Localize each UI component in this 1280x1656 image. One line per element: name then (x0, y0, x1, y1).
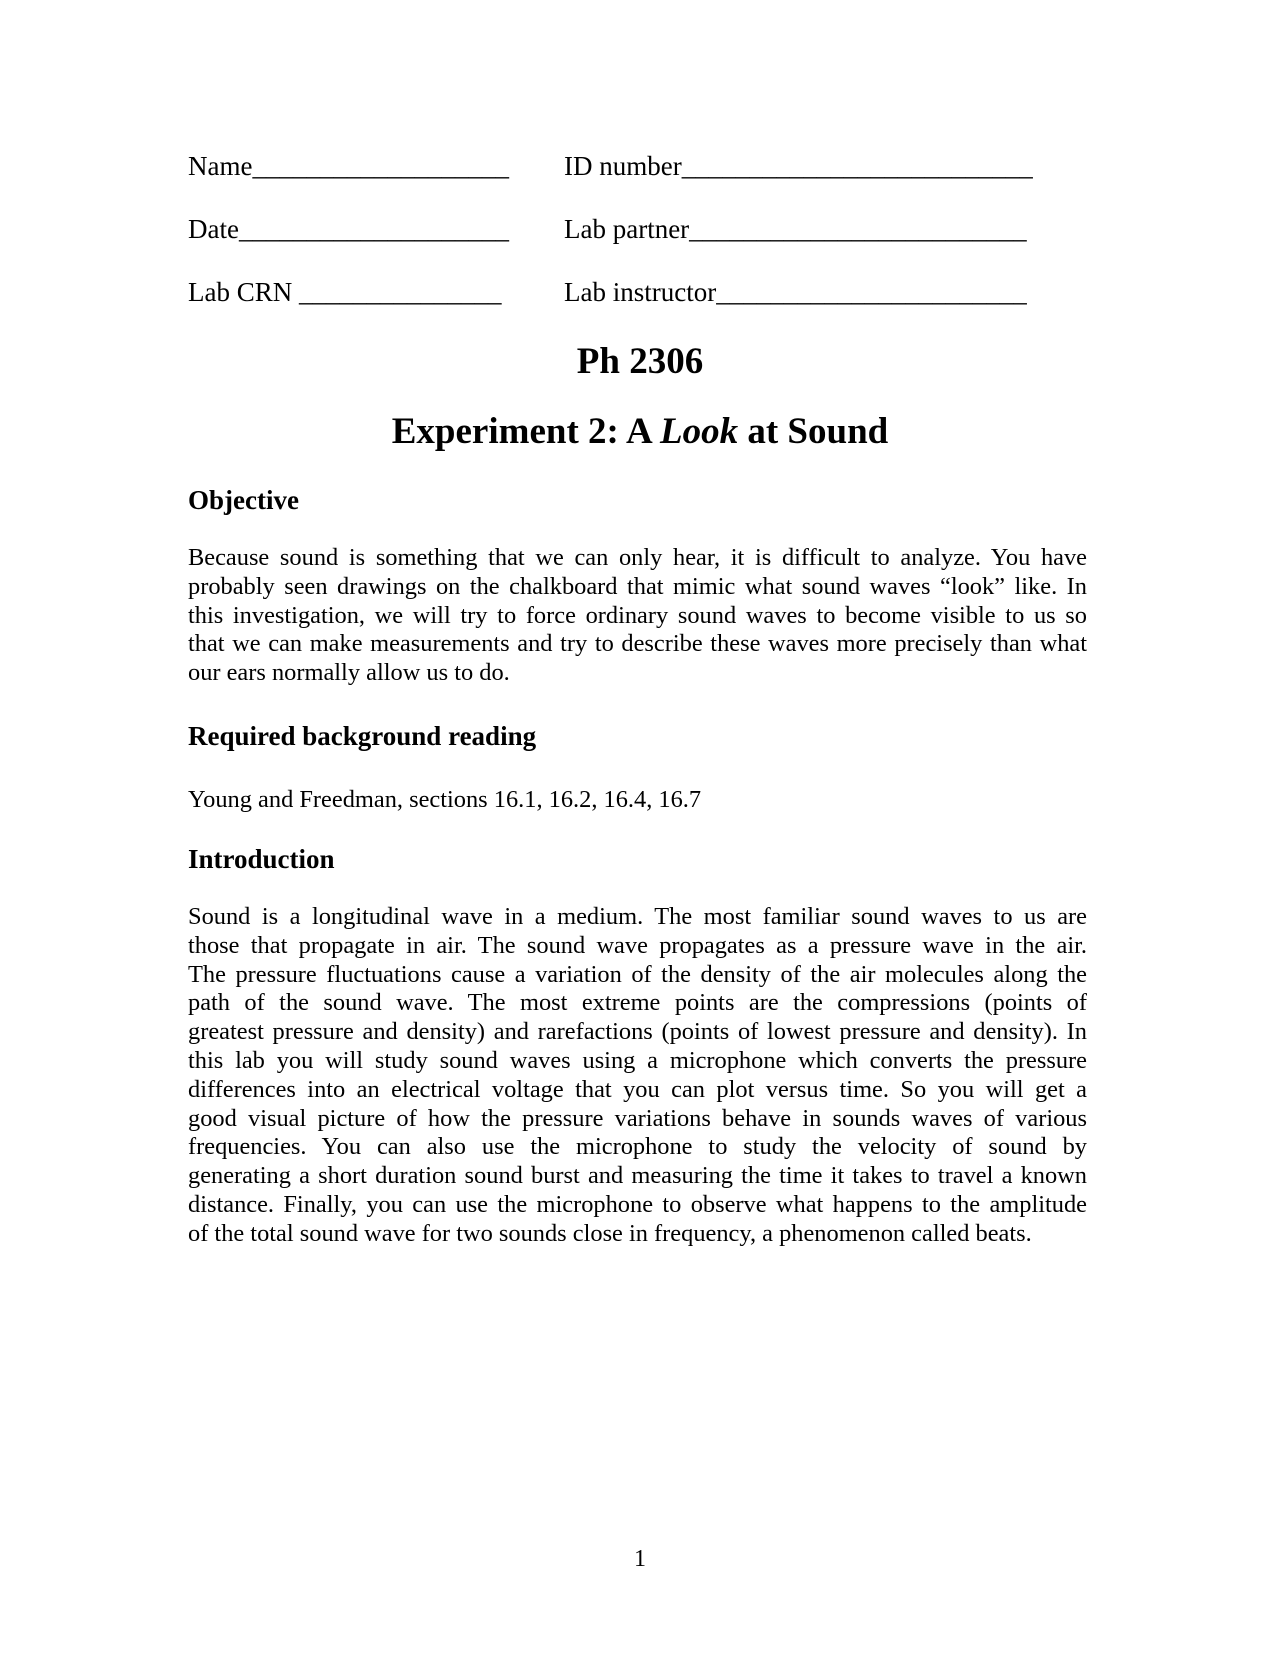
paragraph-line: Sound is a longitudinal wave in a medium. The most familiar sound waves to us are (188, 903, 1087, 930)
paragraph-line: Young and Freedman, sections 16.1, 16.2, 16.4, 16.7 (188, 786, 702, 813)
id-number-field: ID number__________________________ (564, 151, 1033, 181)
paragraph-line: frequencies. You can also use the microphone to study the velocity of sound by (188, 1133, 1087, 1161)
paragraph-line: The pressure fluctuations cause a variation of the density of the air molecules along the (188, 960, 1087, 988)
paragraph-line: good visual picture of how the pressure variations behave in sounds waves of various (188, 1104, 1087, 1132)
experiment-title-emphasis: Look (659, 411, 739, 452)
date-field: Date____________________ (188, 214, 509, 244)
experiment-title-prefix: Experiment 2: A (391, 411, 651, 452)
paragraph-line: this lab you will study sound waves using a microphone which converts the pressure (188, 1046, 1087, 1074)
introduction-heading: Introduction (188, 844, 335, 874)
paragraph-line: that we can make measurements and try to describe these waves more precisely than what (188, 630, 1087, 658)
paragraph-line: this investigation, we will try to force ordinary sound waves to become visible to us so (188, 601, 1087, 629)
name-field: Name___________________ (188, 151, 509, 181)
experiment-title-suffix: at Sound (747, 411, 889, 452)
paragraph-line: our ears normally allow us to do. (188, 659, 510, 687)
page-number: 1 (634, 1546, 646, 1572)
course-title: Ph 2306 (576, 341, 704, 382)
introduction-paragraph (188, 903, 1087, 1249)
paragraph-line: distance. Finally, you can use the microphone to observe what happens to the amplitude (188, 1190, 1087, 1218)
lab-instructor-field: Lab instructor_______________________ (564, 277, 1027, 307)
paragraph-line: of the total sound wave for two sounds close in frequency, a phenomenon called beats. (188, 1219, 1032, 1247)
objective-paragraph (188, 544, 1087, 688)
lab-crn-field: Lab CRN _______________ (188, 277, 502, 307)
paragraph-line: Because sound is something that we can only hear, it is difficult to analyze. You have (188, 544, 1087, 571)
paragraph-line: differences into an electrical voltage that you can plot versus time. So you will get a (188, 1075, 1087, 1103)
paragraph-line: greatest pressure and density) and rarefactions (points of lowest pressure and density). In (188, 1018, 1087, 1046)
experiment-title (0, 410, 1280, 454)
reading-text (188, 786, 1087, 815)
paragraph-line: those that propagate in air. The sound wave propagates as a pressure wave in the air. (188, 931, 1087, 959)
lab-partner-field: Lab partner_________________________ (564, 214, 1027, 244)
paragraph-line: probably seen drawings on the chalkboard that mimic what sound waves “look” like. In (188, 572, 1087, 600)
reading-heading: Required background reading (188, 721, 537, 751)
paragraph-line: generating a short duration sound burst and measuring the time it takes to travel a known (188, 1162, 1087, 1190)
paragraph-line: path of the sound wave. The most extreme points are the compressions (points of (188, 989, 1087, 1017)
objective-heading: Objective (188, 485, 299, 515)
